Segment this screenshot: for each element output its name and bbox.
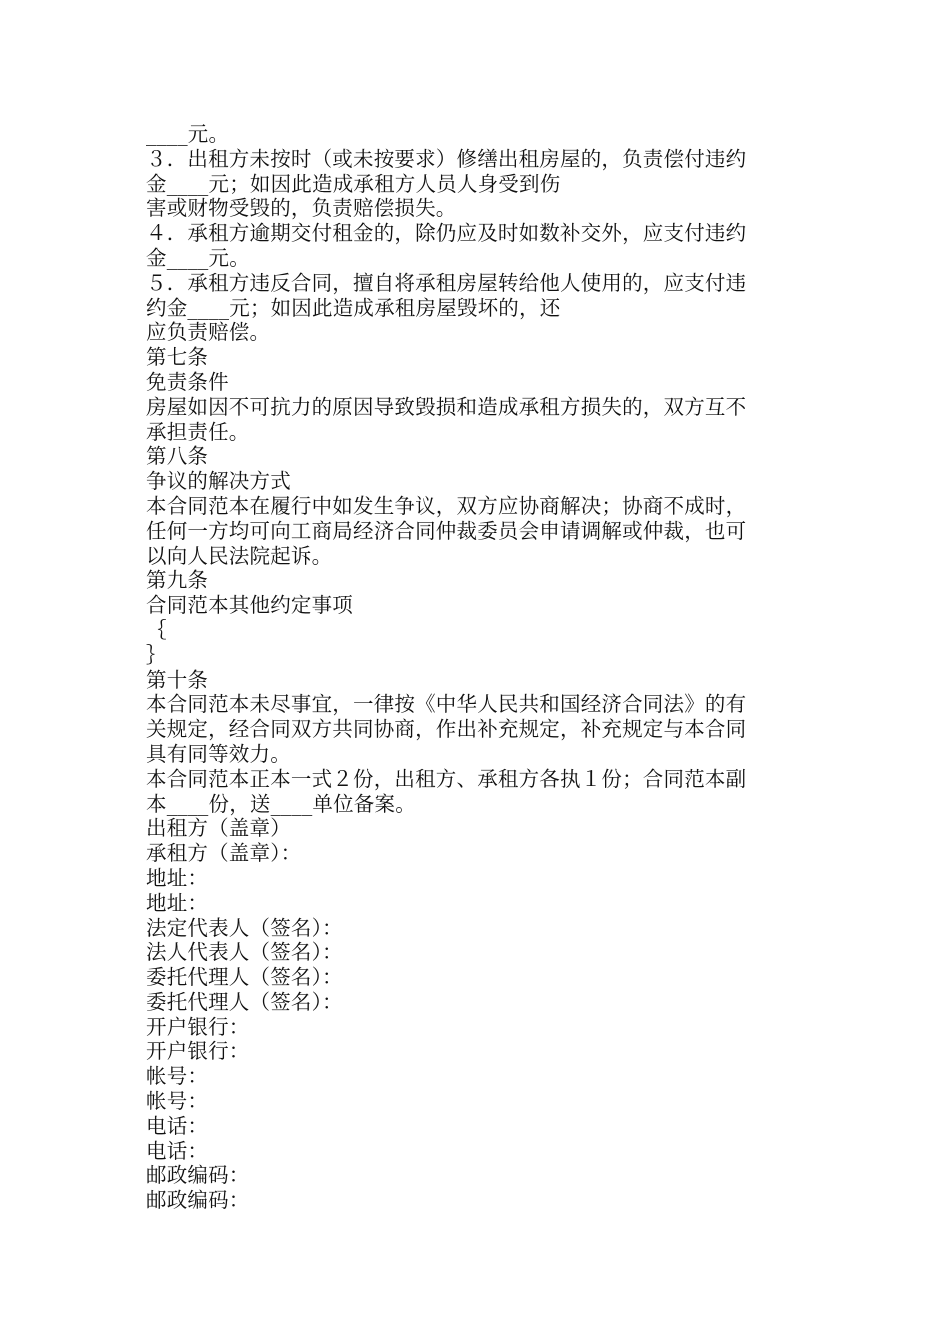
phone-label: 电话：: [146, 1113, 209, 1138]
legal-representative-label: 法定代表人（签名）：: [146, 915, 343, 940]
postal-code-label: 邮政编码：: [146, 1188, 250, 1213]
article-8-body-line-3: 以向人民法院起诉。: [146, 543, 333, 568]
clause-3-line-2: 金____元；如因此造成承租方人员人身受到伤: [146, 171, 561, 196]
clause-3-line-3: 害或财物受毁的，负责赔偿损失。: [146, 196, 457, 221]
article-10-body-line-3: 具有同等效力。: [146, 741, 291, 766]
article-7-body-line-2: 承担责任。: [146, 419, 250, 444]
phone-label: 电话：: [146, 1138, 209, 1163]
copies-line-1: 本合同范本正本一式２份，出租方、承租方各执１份；合同范本副: [146, 766, 747, 791]
postal-code-label: 邮政编码：: [146, 1163, 250, 1188]
account-number-label: 帐号：: [146, 1064, 209, 1089]
clause-4-line-1: ４．承租方逾期交付租金的，除仍应及时如数补交外，应支付违约: [146, 221, 747, 246]
clause-5-line-2: 约金____元；如因此造成承租房屋毁坏的，还: [146, 295, 561, 320]
legal-person-representative-label: 法人代表人（签名）：: [146, 940, 343, 965]
open-brace: ｛: [146, 617, 167, 642]
text-line: ____元。: [146, 122, 230, 146]
lessee-seal-label: 承租方（盖章）：: [146, 841, 302, 866]
article-7-body-line-1: 房屋如因不可抗力的原因导致毁损和造成承租方损失的，双方互不: [146, 394, 747, 419]
account-number-label: 帐号：: [146, 1089, 209, 1114]
clause-4-line-2: 金____元。: [146, 245, 250, 270]
clause-5-line-1: ５．承租方违反合同，擅自将承租房屋转给他人使用的，应支付违: [146, 270, 747, 295]
address-label: 地址：: [146, 890, 209, 915]
article-10-body-line-2: 关规定，经合同双方共同协商，作出补充规定，补充规定与本合同: [146, 717, 747, 742]
clause-5-line-3: 应负责赔偿。: [146, 320, 271, 345]
contract-text-body: [146, 122, 806, 1213]
article-8-body-line-2: 任何一方均可向工商局经济合同仲裁委员会申请调解或仲裁，也可: [146, 518, 747, 543]
bank-label: 开户银行：: [146, 1014, 250, 1039]
article-7-heading: 第七条: [146, 345, 209, 370]
copies-line-2: 本____份，送____单位备案。: [146, 791, 416, 816]
article-8-body-line-1: 本合同范本在履行中如发生争议，双方应协商解决；协商不成时，: [146, 493, 747, 518]
article-7-title: 免责条件: [146, 369, 229, 394]
article-10-heading: 第十条: [146, 667, 209, 692]
article-9-title: 合同范本其他约定事项: [146, 593, 353, 618]
article-9-heading: 第九条: [146, 568, 209, 593]
clause-3-line-1: ３．出租方未按时（或未按要求）修缮出租房屋的，负责偿付违约: [146, 146, 747, 171]
lessor-seal-label: 出租方（盖章）: [146, 816, 291, 841]
article-10-body-line-1: 本合同范本未尽事宜，一律按《中华人民共和国经济合同法》的有: [146, 692, 747, 717]
address-label: 地址：: [146, 865, 209, 890]
bank-label: 开户银行：: [146, 1039, 250, 1064]
article-8-heading: 第八条: [146, 444, 209, 469]
authorized-agent-label: 委托代理人（签名）：: [146, 989, 343, 1014]
article-8-title: 争议的解决方式: [146, 469, 291, 494]
authorized-agent-label: 委托代理人（签名）：: [146, 965, 343, 990]
close-brace: ｝: [146, 642, 167, 667]
